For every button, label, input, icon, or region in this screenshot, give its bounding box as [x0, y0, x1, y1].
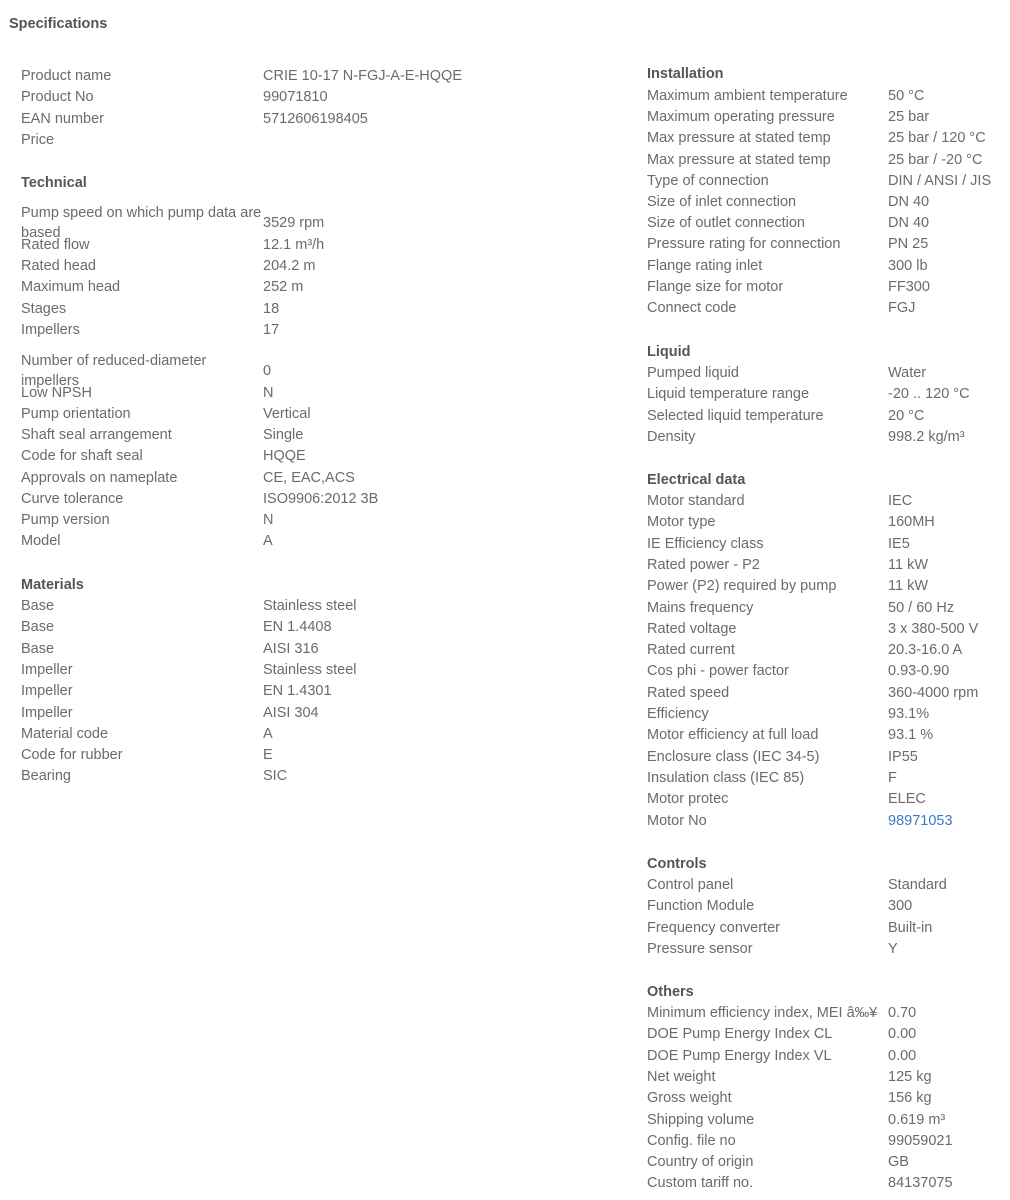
spec-label: Config. file no [647, 1132, 736, 1149]
spec-value: 0.619 m³ [888, 1111, 946, 1128]
spec-row-rated-speed [647, 683, 978, 703]
spec-label: Shaft seal arrangement [21, 427, 172, 443]
spec-value: 125 kg [888, 1068, 932, 1085]
spec-row-frequency-converter [647, 918, 932, 938]
spec-label: Pumped liquid [647, 365, 739, 381]
spec-label: EAN number [21, 110, 105, 127]
spec-value: 204.2 m [263, 258, 316, 274]
spec-value: ELEC [888, 791, 926, 808]
spec-label: Rated voltage [647, 620, 737, 637]
spec-value: 0.00 [888, 1026, 917, 1043]
spec-label: Rated flow [21, 237, 90, 253]
spec-value: 11 kW [888, 556, 929, 573]
spec-value: 3529 rpm [263, 215, 325, 231]
spec-value: 5712606198405 [263, 110, 368, 127]
spec-label: Impeller [21, 704, 73, 721]
spec-label: Max pressure at stated temp [647, 130, 831, 147]
spec-row-price [21, 130, 263, 150]
spec-label: Function Module [647, 898, 755, 915]
spec-value: 0.93-0.90 [888, 663, 950, 680]
spec-label: Flange rating inlet [647, 257, 763, 274]
spec-row-country-of-origin [647, 1152, 909, 1172]
spec-row-type-of-connection [647, 171, 991, 191]
spec-label: Frequency converter [647, 919, 780, 936]
spec-label: Number of reduced-diameter impellers [21, 353, 207, 389]
spec-row-pump-orientation [21, 404, 311, 424]
spec-label: Liquid temperature range [647, 386, 810, 403]
section-title-controls: Controls [647, 856, 707, 872]
spec-label: Code for shaft seal [21, 448, 143, 464]
spec-label: Maximum ambient temperature [647, 88, 848, 104]
spec-row-motor-efficiency-at-full-load [647, 725, 933, 745]
spec-label: Shipping volume [647, 1111, 755, 1128]
spec-value: DIN / ANSI / JIS [888, 172, 992, 189]
spec-row-connect-code [647, 298, 915, 318]
spec-row-rated-current [647, 640, 962, 660]
spec-label: Low NPSH [21, 385, 92, 401]
spec-row-liquid-temperature-range [647, 384, 970, 404]
spec-row-ie-efficiency-class [647, 534, 910, 554]
spec-value: E [263, 747, 273, 764]
spec-value: 25 bar / -20 °C [888, 151, 983, 168]
spec-row-size-of-outlet-connection [647, 213, 929, 233]
spec-row-impeller [21, 660, 357, 680]
spec-value: 12.1 m³/h [263, 237, 325, 253]
spec-value: AISI 304 [263, 704, 319, 721]
spec-value: A [263, 725, 273, 742]
spec-label: Connect code [647, 300, 737, 316]
spec-label: Pressure sensor [647, 940, 753, 957]
spec-label: DOE Pump Energy Index VL [647, 1047, 832, 1064]
spec-label: Efficiency [647, 706, 709, 722]
spec-value: FGJ [888, 300, 916, 316]
spec-row-insulation-class-iec-85 [647, 768, 897, 788]
spec-row-low-npsh [21, 383, 273, 403]
spec-row-config-file-no [647, 1131, 953, 1151]
spec-label: Power (P2) required by pump [647, 578, 837, 595]
spec-label: DOE Pump Energy Index CL [647, 1026, 833, 1043]
spec-value-link[interactable]: 98971053 [888, 812, 953, 829]
spec-label: Enclosure class (IEC 34-5) [647, 748, 820, 765]
spec-label: IE Efficiency class [647, 535, 764, 552]
spec-row-rated-power-p2 [647, 555, 928, 575]
spec-value: 0 [263, 363, 272, 379]
spec-value: Built-in [888, 919, 933, 936]
spec-row-flange-size-for-motor [647, 277, 930, 297]
spec-row-cos-phi-power-factor [647, 661, 949, 681]
spec-label: Rated power - P2 [647, 556, 760, 573]
spec-value: 18 [263, 301, 280, 317]
spec-label: Motor No [647, 812, 707, 829]
spec-label: Minimum efficiency index, MEI â‰¥ [647, 1005, 878, 1021]
spec-row-pump-version [21, 510, 273, 530]
spec-label: Size of outlet connection [647, 215, 805, 232]
spec-row-power-p2-required-by-pump [647, 576, 928, 596]
spec-label: Rated current [647, 642, 735, 659]
spec-row-base [21, 639, 319, 659]
spec-row-maximum-head [21, 277, 303, 297]
spec-row-maximum-ambient-temperature [647, 86, 924, 106]
spec-label: Flange size for motor [647, 278, 784, 295]
spec-value: DN 40 [888, 215, 930, 232]
spec-value: Y [888, 940, 898, 957]
spec-row-efficiency [647, 704, 929, 724]
spec-row-base [21, 617, 332, 637]
spec-label: Cos phi - power factor [647, 663, 789, 680]
spec-value: HQQE [263, 448, 306, 464]
spec-label: Mains frequency [647, 599, 754, 616]
spec-value: 99059021 [888, 1132, 953, 1149]
spec-row-base [21, 596, 357, 616]
spec-value: N [263, 512, 274, 528]
spec-label: Impeller [21, 683, 73, 700]
spec-row-gross-weight [647, 1088, 932, 1108]
spec-value: 20.3-16.0 A [888, 642, 963, 659]
spec-value: Stainless steel [263, 661, 357, 678]
spec-label: Impeller [21, 661, 73, 678]
spec-row-code-for-rubber [21, 745, 273, 765]
spec-label: Pump speed on which pump data are based [21, 205, 262, 241]
spec-value: A [263, 533, 273, 549]
spec-row-motor-no [647, 811, 953, 831]
spec-row-maximum-operating-pressure [647, 107, 929, 127]
spec-value: IE5 [888, 535, 910, 552]
spec-label: Base [21, 640, 55, 657]
spec-row-impeller [21, 703, 319, 723]
spec-label: Max pressure at stated temp [647, 151, 831, 168]
spec-row-rated-flow [21, 235, 324, 255]
spec-label: Model [21, 533, 61, 549]
spec-row-max-pressure-at-stated-temp [647, 150, 982, 170]
spec-label: Material code [21, 725, 109, 742]
spec-value: 50 °C [888, 88, 925, 104]
spec-label: Net weight [647, 1068, 716, 1085]
spec-row-rated-head [21, 256, 315, 276]
spec-row-motor-standard [647, 491, 912, 511]
spec-row-max-pressure-at-stated-temp [647, 128, 986, 148]
spec-row-rated-voltage [647, 619, 978, 639]
spec-value: Stainless steel [263, 598, 357, 614]
spec-label: Type of connection [647, 172, 769, 189]
spec-label: Size of inlet connection [647, 194, 797, 210]
spec-label: Motor protec [647, 791, 729, 808]
spec-label: Maximum operating pressure [647, 109, 835, 126]
spec-row-product-name [21, 66, 462, 86]
spec-value: IP55 [888, 748, 918, 765]
spec-value: 300 [888, 898, 913, 915]
spec-label: Gross weight [647, 1090, 732, 1107]
spec-value: DN 40 [888, 194, 930, 210]
spec-value: IEC [888, 493, 913, 509]
spec-row-stages [21, 299, 279, 319]
spec-value: EN 1.4301 [263, 683, 332, 700]
spec-label: Control panel [647, 877, 734, 893]
spec-row-doe-pump-energy-index-cl [647, 1024, 916, 1044]
spec-row-pressure-rating-for-connection [647, 234, 928, 254]
spec-value: EN 1.4408 [263, 619, 332, 636]
spec-row-ean-number [21, 109, 368, 129]
section-title-others: Others [647, 984, 694, 1000]
spec-label: Stages [21, 301, 67, 317]
spec-value: Water [888, 365, 927, 381]
spec-row-pressure-sensor [647, 939, 898, 959]
spec-row-motor-protec [647, 789, 926, 809]
spec-row-size-of-inlet-connection [647, 192, 929, 212]
spec-row-shaft-seal-arrangement [21, 425, 303, 445]
spec-value: 93.1% [888, 706, 930, 722]
spec-label: Pressure rating for connection [647, 236, 841, 253]
spec-value: Vertical [263, 406, 311, 422]
section-title-technical: Technical [21, 175, 87, 191]
spec-label: Density [647, 428, 696, 445]
spec-row-curve-tolerance [21, 489, 378, 509]
spec-label: Motor efficiency at full load [647, 727, 819, 744]
spec-value: 998.2 kg/m³ [888, 428, 965, 445]
spec-row-model [21, 531, 273, 551]
spec-value: 252 m [263, 279, 304, 295]
spec-label: Selected liquid temperature [647, 407, 824, 424]
spec-row-product-no [21, 87, 328, 107]
spec-label: Product name [21, 68, 112, 84]
section-title-liquid: Liquid [647, 344, 691, 360]
spec-label: Rated speed [647, 684, 730, 701]
spec-value: 50 / 60 Hz [888, 599, 955, 616]
spec-value: Standard [888, 877, 947, 893]
spec-value: F [888, 769, 897, 786]
spec-row-density [647, 427, 965, 447]
spec-value: CE, EAC,ACS [263, 470, 355, 486]
spec-value: GB [888, 1154, 909, 1171]
spec-label: Base [21, 598, 55, 614]
spec-row-mains-frequency [647, 598, 954, 618]
section-title-materials: Materials [21, 577, 84, 593]
spec-row-enclosure-class-iec-34-5 [647, 747, 918, 767]
spec-value: 360-4000 rpm [888, 684, 979, 701]
spec-value: 300 lb [888, 257, 928, 274]
section-title-electrical-data: Electrical data [647, 472, 746, 488]
spec-label: Motor standard [647, 493, 745, 509]
spec-row-doe-pump-energy-index-vl [647, 1046, 916, 1066]
spec-label: Price [21, 131, 55, 148]
spec-row-minimum-efficiency-index-mei [647, 1003, 916, 1023]
spec-row-bearing [21, 766, 287, 786]
spec-label: Bearing [21, 768, 71, 785]
spec-label: Curve tolerance [21, 491, 124, 507]
spec-value: 156 kg [888, 1090, 932, 1107]
spec-value: N [263, 385, 274, 401]
spec-value: SIC [263, 768, 288, 785]
spec-row-function-module [647, 896, 912, 916]
spec-value: 17 [263, 322, 280, 338]
spec-value: 25 bar / 120 °C [888, 130, 986, 147]
section-title-installation: Installation [647, 66, 724, 82]
spec-value: 99071810 [263, 89, 328, 106]
spec-value: PN 25 [888, 236, 929, 253]
spec-row-net-weight [647, 1067, 932, 1087]
spec-row-shipping-volume [647, 1110, 945, 1130]
spec-row-pumped-liquid [647, 363, 926, 383]
spec-value: 3 x 380-500 V [888, 620, 979, 637]
spec-value: ISO9906:2012 3B [263, 491, 379, 507]
spec-value: FF300 [888, 278, 930, 295]
spec-row-flange-rating-inlet [647, 256, 928, 276]
spec-row-impeller [21, 681, 332, 701]
spec-label: Rated head [21, 258, 96, 274]
spec-label: Base [21, 619, 55, 636]
spec-row-material-code [21, 724, 273, 744]
spec-value: 0.70 [888, 1005, 917, 1021]
spec-value: CRIE 10-17 N-FGJ-A-E-HQQE [263, 68, 462, 84]
spec-value: 93.1 % [888, 727, 934, 744]
spec-value: 11 kW [888, 578, 929, 595]
spec-row-impellers [21, 320, 279, 340]
spec-value: 0.00 [888, 1047, 917, 1064]
spec-value: -20 .. 120 °C [888, 386, 970, 403]
spec-row-custom-tariff-no [647, 1173, 953, 1193]
spec-label: Maximum head [21, 279, 121, 295]
spec-label: Pump version [21, 512, 110, 528]
spec-label: Approvals on nameplate [21, 470, 178, 486]
spec-label: Impellers [21, 322, 80, 338]
spec-label: Code for rubber [21, 747, 123, 764]
spec-label: Custom tariff no. [647, 1175, 754, 1192]
spec-value: 160MH [888, 514, 935, 531]
page-title: Specifications [9, 16, 108, 32]
spec-row-motor-type [647, 512, 935, 532]
spec-row-control-panel [647, 875, 947, 895]
spec-label: Pump orientation [21, 406, 131, 422]
spec-value: AISI 316 [263, 640, 319, 657]
spec-row-code-for-shaft-seal [21, 446, 306, 466]
spec-row-approvals-on-nameplate [21, 468, 355, 488]
spec-value: 84137075 [888, 1175, 953, 1192]
spec-value: 20 °C [888, 407, 925, 424]
spec-label: Country of origin [647, 1154, 754, 1171]
spec-label: Motor type [647, 514, 716, 531]
spec-value: Single [263, 427, 304, 443]
spec-label: Insulation class (IEC 85) [647, 769, 805, 786]
spec-label: Product No [21, 89, 94, 106]
spec-row-selected-liquid-temperature [647, 406, 924, 426]
spec-value: 25 bar [888, 109, 930, 126]
